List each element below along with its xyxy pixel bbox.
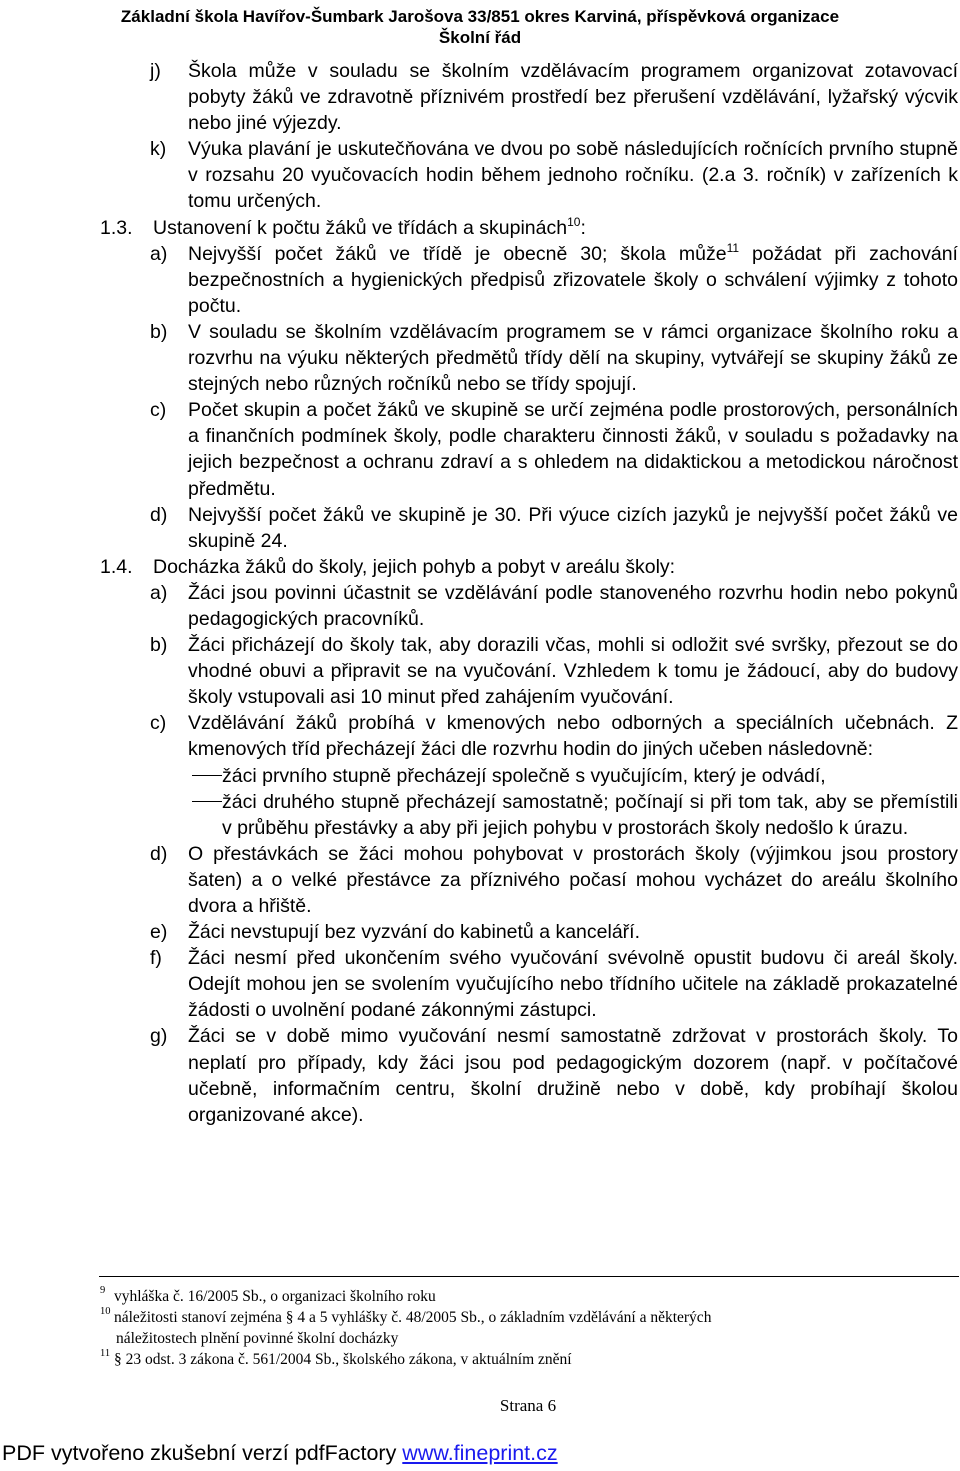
dash-item-2: žáci druhého stupně přecházejí samostatně; počínají si při tom tak, aby se přemístili v průběhu přestávky a aby při jejich pohybu v prostorách školy nedošlo k úrazu. (192, 789, 958, 841)
fineprint-link[interactable]: www.fineprint.cz (402, 1441, 558, 1465)
list-item-1-4-d: d) O přestávkách se žáci mohou pohybovat v prostorách školy (výjimkou jsou prostory šaten) a o velké přestávce za příznivého počasí mohou vycházet do areálu školního dvora a hřiště. (150, 842, 958, 917)
list-item-1-4-b: b) Žáci přicházejí do školy tak, aby dorazili včas, mohli si odložit své svršky, přezout se do vhodné obuvi a připravit se na vyučování. Vzhledem k tomu je žádoucí, aby do budovy školy vstupovali asi 10 minut před zahájením vyučování. (150, 634, 958, 709)
list-item-1-4-f: f) Žáci nesmí před ukončením svého vyučování svévolně opustit budovu či areál školy. Odejít mohou jen se svolením vyučujícího nebo třídního učitele na základě prokazatelné žádosti o uvolnění podané zákonnými zástupci. (150, 947, 958, 1022)
list-item-1-3-d: d) Nejvyšší počet žáků ve skupině je 30. Při výuce cizích jazyků je nejvyšší počet žáků ve skupině 24. (150, 503, 958, 552)
list-item-1-4-a: a) Žáci jsou povinni účastnit se vzdělávání podle stanoveného rozvrhu hodin nebo pokynů pedagogických pracovníků. (150, 581, 958, 630)
page-header (0, 6, 960, 48)
list-item-1-4-g: g) Žáci se v době mimo vyučování nesmí samostatně zdržovat v prostorách školy. To neplatí pro případy, kdy žáci jsou pod pedagogickým dozorem (např. v počítačové učebně, informačním centru, školní družině nebo v době, kdy probíhají školou organizované akce). (150, 1025, 958, 1126)
school-name: Základní škola Havířov-Šumbark Jarošova 33/851 okres Karviná, příspěvková organizace (120, 7, 840, 26)
page-number: Strana 6 (499, 1396, 557, 1415)
dash-bullet-icon (192, 775, 222, 776)
document-title: Školní řád (438, 28, 522, 47)
list-item-1-3-a: a) Nejvyšší počet žáků ve třídě je obecně 30; škola může$^{11}$ požádat při zachování bezpečnostních a hygienických předpisů zřizovatele školy o schválení výjimky z tohoto počtu. (150, 240, 958, 317)
pdf-watermark-text: PDF vytvořeno zkušební verzí pdfFactory (2, 1441, 403, 1465)
section-heading-1-4: 1.4. Docházka žáků do školy, jejich pohyb a pobyt v areálu školy: (100, 555, 676, 578)
list-item-1-3-b: b) V souladu se školním vzdělávacím programem se v rámci organizace školního roku a rozvrhu na výuku některých předmětů třídy dělí na skupiny, vytvářejí se skupiny žáků ze stejných nebo různých ročníků nebo se třídy spojují. (150, 320, 958, 396)
footnote-ref-11: 11 (726, 240, 740, 255)
section-heading-1-3: 1.3. Ustanovení k počtu žáků ve třídách a skupinách$^{10}$: (100, 214, 586, 239)
list-item-k: k) Výuka plavání je uskutečňována ve dvou po sobě následujících ročnících prvního stupně v rozsahu 20 vyučovacích hodin během jednoho ročníku. (2.a 3. ročník) v zařízeních k tomu určených. (150, 138, 958, 213)
dash-bullet-icon (192, 801, 222, 802)
footnote-10: 10 náležitosti stanoví zejména § 4 a 5 vyhlášky č. 48/2005 Sb., o základním vzdělávání a některých náležitostech plnění povinné školní docházky (100, 1306, 712, 1347)
footnote-ref-10: 10 (567, 214, 581, 229)
footnote-9: 9 vyhláška č. 16/2005 Sb., o organizaci školního roku (100, 1285, 436, 1305)
footnotes (100, 1286, 960, 1370)
list-item-1-4-c: c) Vzdělávání žáků probíhá v kmenových nebo odborných a speciálních učebnách. Z kmenových tříd přecházejí žáci dle rozvrhu hodin do jiných učeben následovně: (150, 712, 958, 761)
footnote-divider (99, 1276, 959, 1277)
dash-item-1: žáci prvního stupně přecházejí společně s vyučujícím, který je odvádí, (192, 763, 958, 789)
list-item-j: j) Škola může v souladu se školním vzdělávacím programem organizovat zotavovací pobyty žáků ve zdravotně příznivém prostředí bez přerušení vzdělávání, lyžařský výcvik nebo jiné výjezdy. (150, 60, 958, 135)
document-body (100, 58, 958, 1128)
list-item-1-3-c: c) Počet skupin a počet žáků ve skupině se určí zejména podle prostorových, personálních a finančních podmínek školy, podle charakteru činnosti žáků, v souladu s požadavky na jejich bezpečnost a ochranu zdraví a s ohledem na didaktickou a metodickou náročnost předmětu. (150, 399, 958, 500)
list-item-1-4-e: e) Žáci nevstupují bez vyzvání do kabinetů a kanceláří. (150, 921, 641, 944)
footnote-11: 11 § 23 odst. 3 zákona č. 561/2004 Sb., školského zákona, v aktuálním znění (100, 1348, 572, 1368)
pdf-watermark-bar (2, 1440, 960, 1466)
